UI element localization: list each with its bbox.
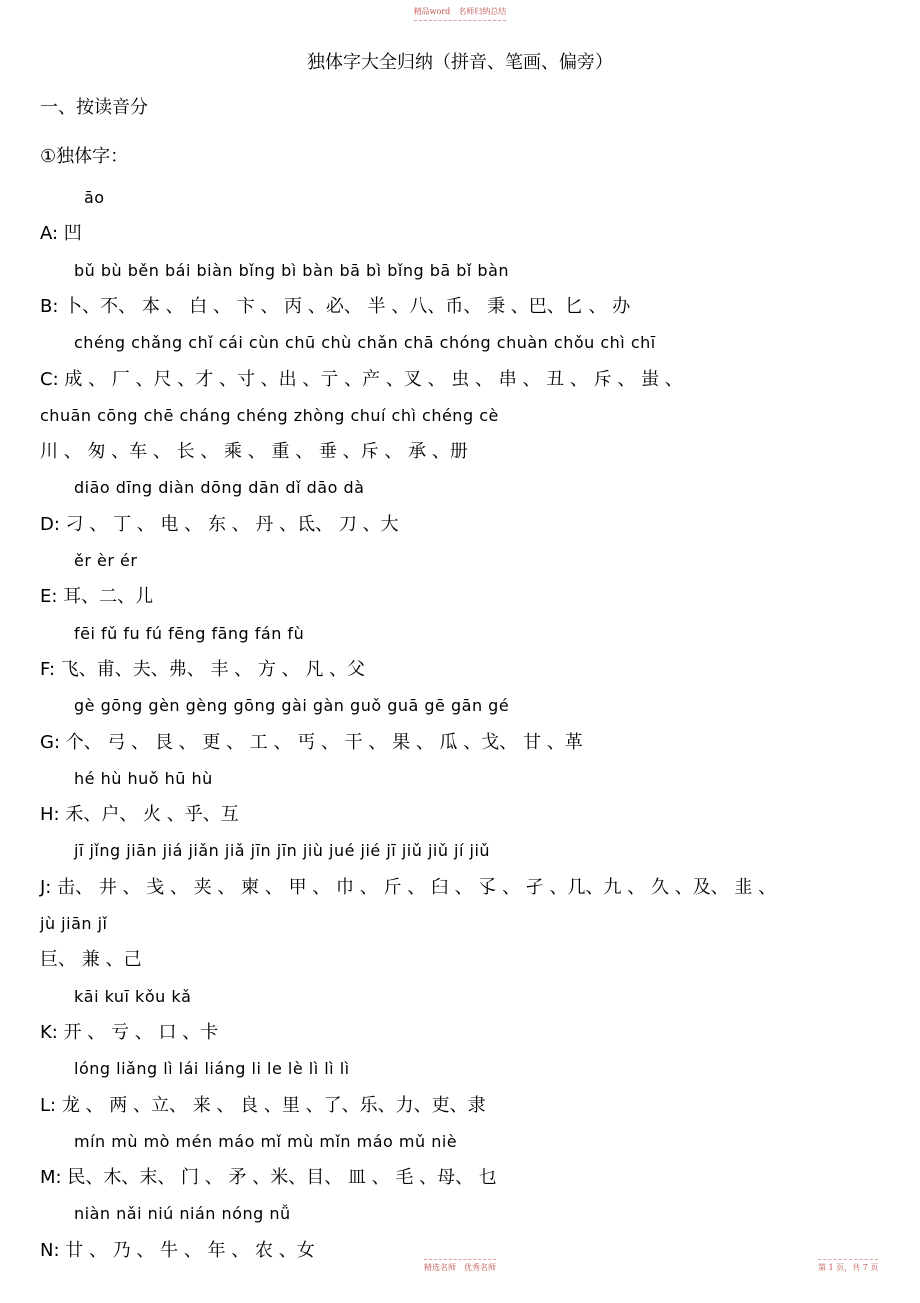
subsection-heading: ①独体字：	[40, 146, 129, 167]
pinyin-line: fēi fǔ fu fú fēng fāng fán fù	[74, 624, 305, 643]
pinyin-line: lóng liǎng lì lái liáng li le lè lì lì lì	[74, 1059, 350, 1078]
hanzi-line: N: 廿 、 乃 、 牛 、 年 、 农 、女	[40, 1240, 315, 1261]
hanzi-line: F: 飞、甫、夫、弗、 丰 、 方 、 凡 、父	[40, 659, 366, 680]
hanzi-line: C: 成 、 厂 、尺 、才 、寸 、出 、亍 、产 、叉 、 虫 、 串 、 丑 、 斥 、 蚩 、	[40, 369, 683, 390]
footer-right-text: 第 1 页，共 7 页	[818, 1259, 878, 1272]
page-number	[818, 1262, 918, 1273]
pinyin-line: diāo dīng diàn dōng dān dǐ dāo dà	[74, 478, 365, 497]
hanzi-line: A: 凹	[40, 223, 82, 244]
hanzi-line: J: 击、 井 、 戋 、 夹 、 柬 、 甲 、 巾 、 斤 、 臼 、 孓 、 孑 、几、九 、 久 、及、 韭 、	[40, 877, 777, 898]
pinyin-line: bǔ bù běn bái biàn bǐng bì bàn bā bì bǐng bā bǐ bàn	[74, 261, 510, 280]
page-footer	[0, 1262, 920, 1273]
header-text: 精品word 名师归纳总结	[414, 7, 507, 21]
hanzi-line: B: 卜、不、 本 、 白 、 卞 、 丙 、必、 半 、八、币、 秉 、巴、匕 、 办	[40, 296, 631, 317]
section-heading: 一、按读音分	[40, 97, 148, 118]
hanzi-line: E: 耳、二、儿	[40, 586, 154, 607]
page-header	[0, 6, 920, 17]
pinyin-line: ěr èr ér	[74, 551, 138, 570]
pinyin-line: kāi kuī kǒu kǎ	[74, 987, 192, 1006]
hanzi-line: 川 、 匆 、车 、 长 、 乘 、 重 、 垂 、斥 、 承 、册	[40, 441, 468, 462]
pinyin-line: jù jiān jǐ	[40, 914, 108, 933]
hanzi-line: H: 禾、户、 火 、乎、互	[40, 804, 239, 825]
hanzi-line: K: 开 、 亏 、 口 、卡	[40, 1022, 219, 1043]
pinyin-line: āo	[84, 188, 105, 207]
hanzi-line: M: 民、木、末、 门 、 矛 、米、目、 皿 、 毛 、母、 乜	[40, 1167, 497, 1188]
pinyin-line: niàn nǎi niú nián nóng nǚ	[74, 1204, 291, 1223]
hanzi-line: L: 龙 、 两 、立、 来 、 良 、里 、了、乐、力、吏、隶	[40, 1095, 486, 1116]
pinyin-line: jī jǐng jiān jiá jiǎn jiǎ jīn jīn jiù jué jié jī jiǔ jiǔ jí jiǔ	[74, 841, 491, 860]
pinyin-line: chuān cōng chē cháng chéng zhòng chuí chì chéng cè	[40, 406, 499, 425]
pinyin-line: chéng chǎng chǐ cái cùn chū chù chǎn chā chóng chuàn chǒu chì chī	[74, 333, 656, 352]
hanzi-line: G: 个、 弓 、 艮 、 更 、 工 、 丐 、 干 、 果 、 瓜 、戈、 甘 、革	[40, 732, 583, 753]
pinyin-line: mín mù mò mén máo mǐ mù mǐn máo mǔ niè	[74, 1132, 458, 1151]
pinyin-line: gè gōng gèn gèng gōng gài gàn guǒ guā gē gān gé	[74, 696, 510, 715]
pinyin-line: hé hù huǒ hū hù	[74, 769, 213, 788]
hanzi-line: 巨、 兼 、己	[40, 949, 142, 970]
hanzi-line: D: 刁 、 丁 、 电 、 东 、 丹 、氐、 刀 、大	[40, 514, 399, 535]
footer-center-text: 精选名师 优秀名师	[424, 1259, 496, 1272]
document-title: 独体字大全归纳（拼音、笔画、偏旁）	[307, 52, 613, 73]
